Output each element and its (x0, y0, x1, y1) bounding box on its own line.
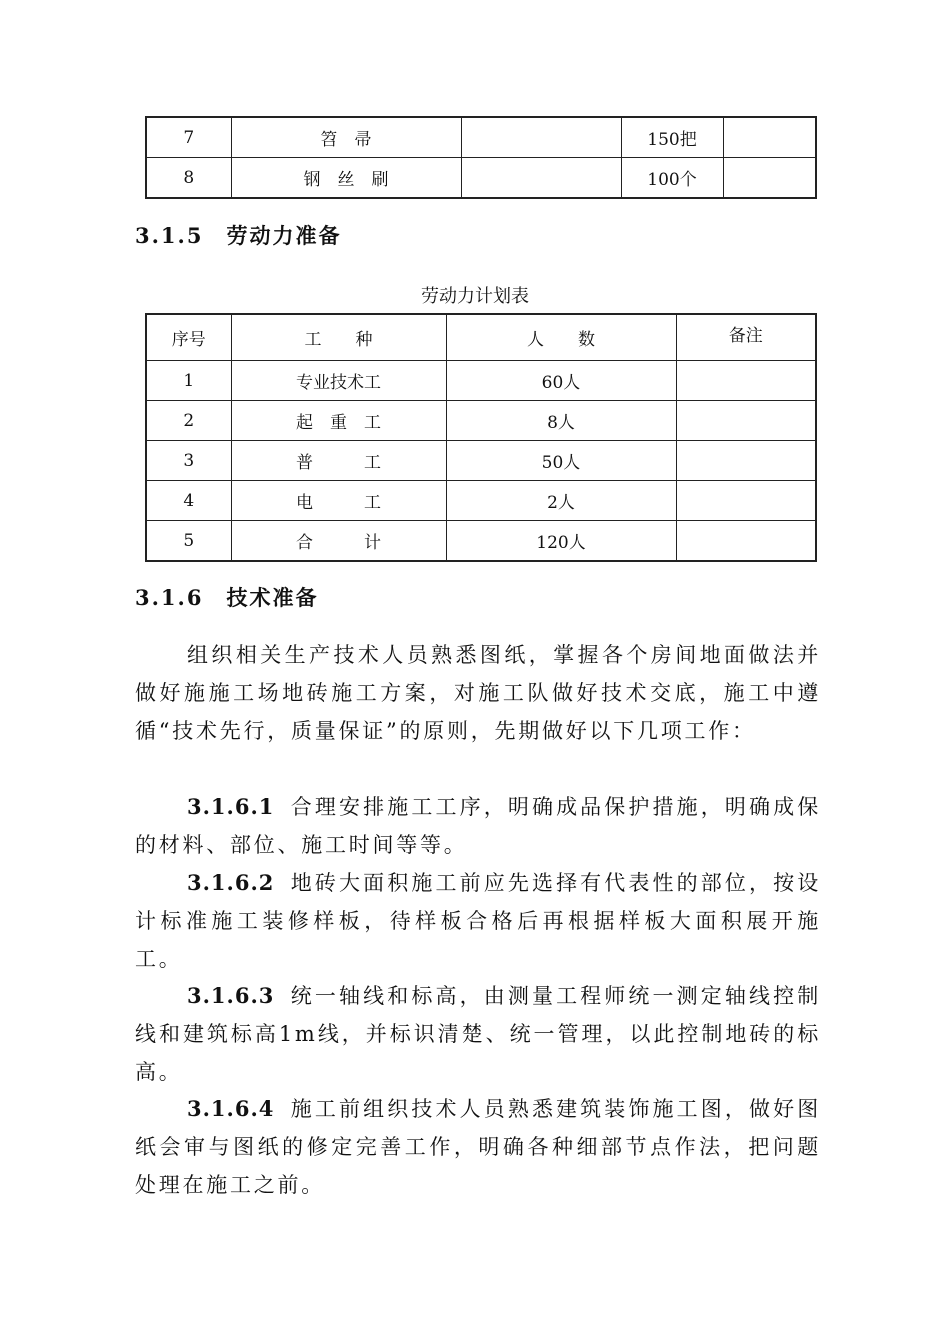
row-number: 7 (146, 117, 231, 158)
row-number: 1 (146, 361, 231, 401)
worker-count: 60人 (446, 361, 676, 401)
header-number: 序号 (146, 314, 231, 361)
worker-count: 2人 (446, 481, 676, 521)
row-number: 8 (146, 158, 231, 199)
labor-plan-table (145, 313, 817, 562)
row-number: 5 (146, 521, 231, 562)
worker-count: 8人 (446, 401, 676, 441)
item-number: 3.1.6.1 (187, 794, 275, 819)
row-number: 2 (146, 401, 231, 441)
trade-name: 普 工 (231, 441, 446, 481)
table-row (146, 441, 816, 481)
item-3-1-6-1 (135, 788, 821, 864)
table-row (146, 361, 816, 401)
table-row (146, 481, 816, 521)
item-text: 统一轴线和标高，由测量工程师统一测定轴线控制线和建筑标高1m线，并标识清楚、统一管理，以此控制地砖的标高。 (135, 984, 821, 1084)
worker-count: 50人 (446, 441, 676, 481)
row-note (676, 481, 816, 521)
tool-name: 笤 帚 (231, 117, 461, 158)
tool-quantity: 100个 (621, 158, 723, 199)
trade-name: 合 计 (231, 521, 446, 562)
row-number: 3 (146, 441, 231, 481)
row-note (676, 361, 816, 401)
trade-name: 专业技术工 (231, 361, 446, 401)
item-number: 3.1.6.2 (187, 870, 275, 895)
table-row (146, 521, 816, 562)
header-note: 备注 (676, 314, 816, 361)
tool-name: 钢 丝 刷 (231, 158, 461, 199)
item-text: 合理安排施工工序，明确成品保护措施，明确成保的材料、部位、施工时间等等。 (135, 795, 821, 857)
row-number: 4 (146, 481, 231, 521)
tool-spec (461, 117, 621, 158)
header-count: 人 数 (446, 314, 676, 361)
row-note (676, 441, 816, 481)
item-3-1-6-2 (135, 864, 821, 978)
item-3-1-6-4 (135, 1090, 821, 1204)
trade-name: 起 重 工 (231, 401, 446, 441)
item-number: 3.1.6.3 (187, 983, 275, 1008)
tool-spec (461, 158, 621, 199)
table-caption: 劳动力计划表 (421, 286, 529, 307)
table-row (146, 158, 816, 199)
item-text: 地砖大面积施工前应先选择有代表性的部位，按设计标准施工装修样板，待样板合格后再根据样板大面积展开施工。 (135, 871, 821, 971)
trade-name: 电 工 (231, 481, 446, 521)
item-text: 施工前组织技术人员熟悉建筑装饰施工图，做好图纸会审与图纸的修定完善工作，明确各种细部节点作法，把问题处理在施工之前。 (135, 1097, 821, 1197)
table-header-row (146, 314, 816, 361)
tool-quantity: 150把 (621, 117, 723, 158)
item-3-1-6-3 (135, 977, 821, 1091)
section-heading-3-1-6: 3.1.6 技术准备 (135, 585, 319, 610)
item-number: 3.1.6.4 (187, 1096, 275, 1121)
tool-note (723, 158, 816, 199)
tool-note (723, 117, 816, 158)
row-note (676, 521, 816, 562)
tools-table (145, 116, 817, 199)
header-trade: 工 种 (231, 314, 446, 361)
table-row (146, 117, 816, 158)
section-heading-3-1-5: 3.1.5 劳动力准备 (135, 223, 342, 248)
worker-count: 120人 (446, 521, 676, 562)
row-note (676, 401, 816, 441)
intro-paragraph: 组织相关生产技术人员熟悉图纸，掌握各个房间地面做法并做好施施工场地砖施工方案，对施工队做好技术交底，施工中遵循“技术先行，质量保证”的原则，先期做好以下几项工作： (135, 643, 821, 743)
table-row (146, 401, 816, 441)
